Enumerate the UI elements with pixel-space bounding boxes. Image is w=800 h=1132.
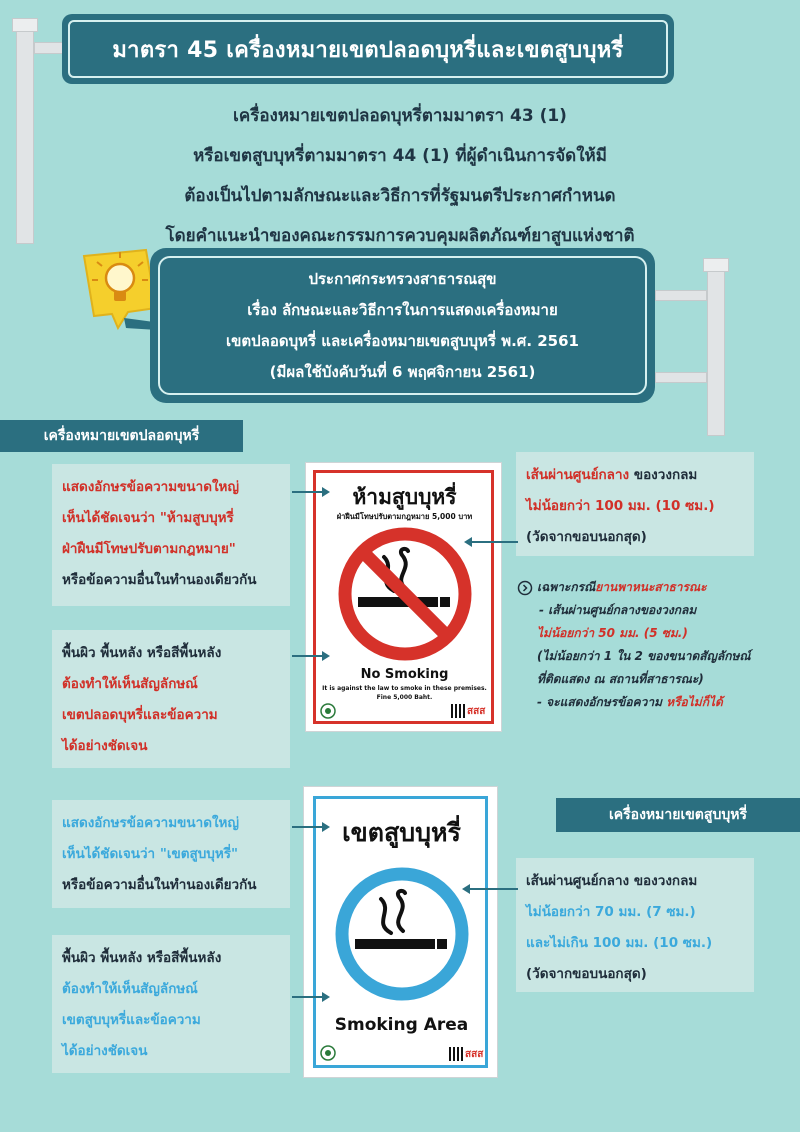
arrow-icon [292, 821, 332, 833]
card-line: หรือข้อความอื่นในทำนองเดียวกัน [62, 877, 257, 893]
smoking-area-text-card [52, 800, 290, 908]
thaihealth-logo: สสส [467, 706, 486, 717]
card-line: แสดงอักษรข้อความขนาดใหญ่ [62, 815, 239, 831]
right-rail-top [655, 290, 707, 301]
card-line: แสดงอักษรข้อความขนาดใหญ่ [62, 479, 239, 495]
card-text: เส้นผ่านศูนย์กลาง [526, 467, 630, 483]
card-line: เห็นได้ชัดเจนว่า "เขตสูบบุหรี่" [62, 846, 239, 862]
sign-heading: ห้ามสูบบุหรี่ [352, 485, 457, 509]
title-banner [62, 14, 674, 84]
qr-code-icon [449, 1047, 463, 1061]
intro-paragraph [70, 96, 730, 256]
card-line: เขตสูบบุหรี่และข้อความ [62, 1012, 201, 1028]
right-post-cap [703, 258, 729, 272]
sign-heading: เขตสูบบุหรี่ [342, 818, 461, 847]
lightbulb-icon [64, 246, 164, 338]
moph-logo-icon [320, 703, 336, 719]
no-smoking-symbol-icon [336, 525, 474, 663]
card-line: ฝ่าฝืนมีโทษปรับตามกฎหมาย" [62, 541, 236, 557]
note-text: เฉพาะกรณี [537, 580, 596, 594]
card-line: ต้องทำให้เห็นสัญลักษณ์ [62, 676, 198, 692]
smoking-area-section-label: เครื่องหมายเขตสูบบุหรี่ [556, 798, 800, 832]
no-smoking-text-card [52, 464, 290, 606]
sign-en-title: Smoking Area [334, 1015, 469, 1035]
intro-line: ต้องเป็นไปตามลักษณะและวิธีการที่รัฐมนตรีประกาศกำหนด [184, 186, 616, 206]
note-text: หรือไม่ก็ได้ [666, 695, 723, 709]
arrow-icon [460, 883, 518, 895]
card-line: พื้นผิว พื้นหลัง หรือสีพื้นหลัง [62, 645, 222, 661]
card-line: เขตปลอดบุหรี่และข้อความ [62, 707, 218, 723]
arrow-icon [292, 991, 332, 1003]
right-rail-bottom [655, 372, 707, 383]
smoking-area-circle-card [516, 858, 754, 992]
no-smoking-circle-card [516, 452, 754, 556]
public-vehicle-note [537, 576, 795, 714]
arrow-icon [292, 486, 332, 498]
page-title: มาตรา 45 เครื่องหมายเขตปลอดบุหรี่และเขตสูบบุหรี่ [112, 37, 624, 63]
no-smoking-sign [305, 462, 502, 732]
card-line: ไม่น้อยกว่า 100 มม. (10 ซม.) [526, 498, 715, 514]
arrow-icon [462, 536, 518, 548]
thaihealth-logo: สสส [465, 1049, 484, 1060]
intro-line: หรือเขตสูบบุหรี่ตามมาตรา 44 (1) ที่ผู้ดำเนินการจัดให้มี [193, 146, 607, 166]
announcement-line: (มีผลใช้บังคับวันที่ 6 พฤศจิกายน 2561) [269, 362, 536, 381]
note-line: - เส้นผ่านศูนย์กลางของวงกลม [539, 603, 697, 617]
note-line: ไม่น้อยกว่า 50 มม. (5 ซม.) [537, 626, 688, 640]
smoking-area-sign [303, 786, 498, 1078]
card-line: หรือข้อความอื่นในทำนองเดียวกัน [62, 572, 257, 588]
sign-en-line: Fine 5,000 Baht. [376, 694, 433, 701]
announcement-line: เรื่อง ลักษณะและวิธีการในการแสดงเครื่องหมาย [247, 300, 558, 319]
intro-line: โดยคำแนะนำของคณะกรรมการควบคุมผลิตภัณฑ์ยาสูบแห่งชาติ [165, 226, 635, 246]
smoking-symbol-icon [333, 865, 471, 1003]
qr-code-icon [451, 704, 465, 718]
card-line: ได้อย่างชัดเจน [62, 1043, 148, 1059]
card-line: ไม่น้อยกว่า 70 มม. (7 ซม.) [526, 904, 696, 920]
intro-line: เครื่องหมายเขตปลอดบุหรี่ตามมาตรา 43 (1) [233, 106, 567, 126]
card-line: ได้อย่างชัดเจน [62, 738, 148, 754]
sign-en-title: No Smoking [360, 667, 449, 682]
announcement-line: เขตปลอดบุหรี่ และเครื่องหมายเขตสูบบุหรี่ พ.ศ. 2561 [226, 331, 579, 350]
left-post-cap [12, 18, 38, 32]
card-line: (วัดจากขอบนอกสุด) [526, 529, 647, 545]
smoking-area-bg-card [52, 935, 290, 1073]
card-line: เห็นได้ชัดเจนว่า "ห้ามสูบบุหรี่ [62, 510, 234, 526]
note-line: ที่ติดแสดง ณ สถานที่สาธารณะ) [537, 672, 704, 686]
announcement-box [150, 248, 655, 403]
announcement-line: ประกาศกระทรวงสาธารณสุข [308, 269, 497, 288]
chevron-right-icon [517, 580, 533, 596]
card-line: พื้นผิว พื้นหลัง หรือสีพื้นหลัง [62, 950, 222, 966]
card-line: เส้นผ่านศูนย์กลาง ของวงกลม [526, 873, 698, 889]
left-post [16, 28, 34, 244]
note-text: ยานพาหนะสาธารณะ [595, 580, 707, 594]
right-post [707, 268, 725, 436]
note-line: (ไม่น้อยกว่า 1 ใน 2 ของขนาดสัญลักษณ์ [537, 649, 751, 663]
card-text: ของวงกลม [629, 467, 698, 483]
no-smoking-bg-card [52, 630, 290, 768]
card-line: และไม่เกิน 100 มม. (10 ซม.) [526, 935, 713, 951]
card-line: (วัดจากขอบนอกสุด) [526, 966, 647, 982]
note-text: - จะแสดงอักษรข้อความ [537, 695, 667, 709]
sign-subheading: ฝ่าฝืนมีโทษปรับตามกฎหมาย 5,000 บาท [336, 512, 473, 521]
moph-logo-icon [320, 1045, 336, 1061]
arrow-icon [292, 650, 332, 662]
card-line: ต้องทำให้เห็นสัญลักษณ์ [62, 981, 198, 997]
sign-en-line: It is against the law to smoke in these premises. [322, 685, 487, 692]
no-smoking-section-label: เครื่องหมายเขตปลอดบุหรี่ [0, 420, 243, 452]
